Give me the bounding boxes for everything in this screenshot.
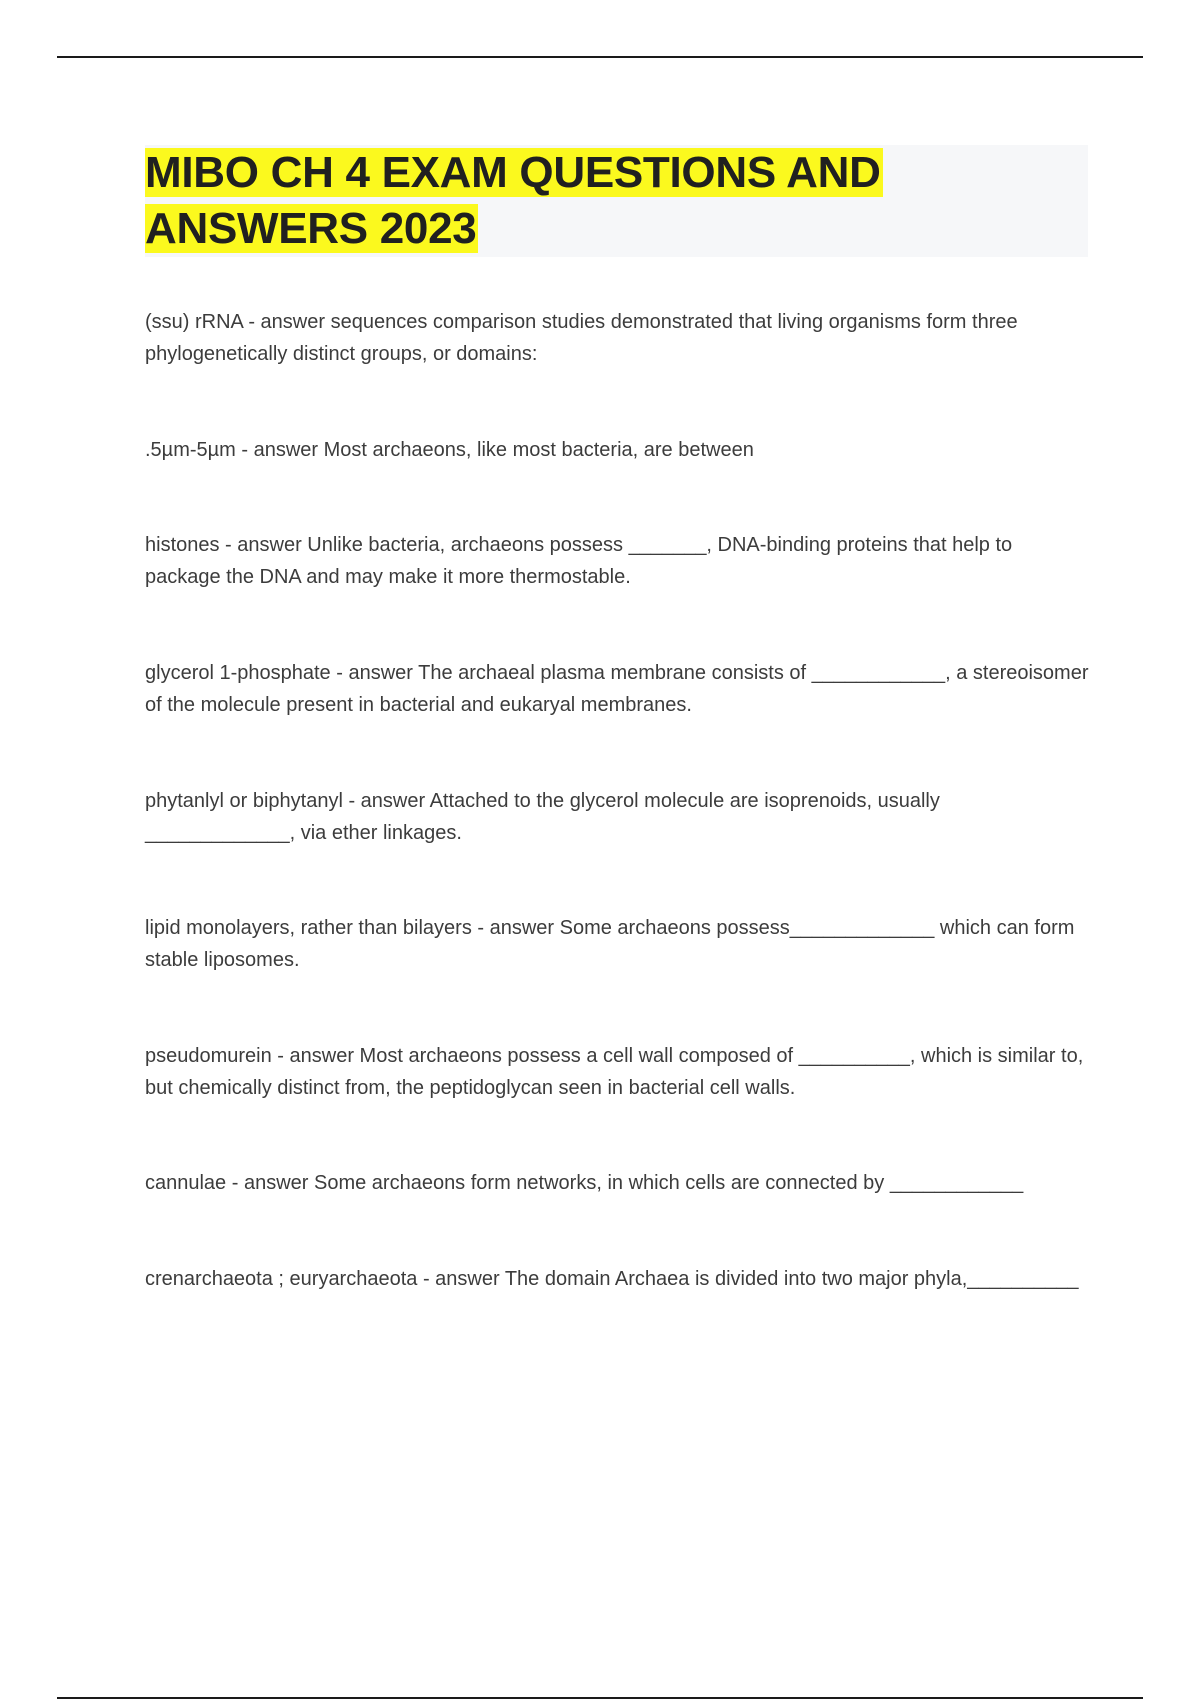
title-block <box>145 145 1088 257</box>
top-rule <box>57 56 1143 58</box>
document-title <box>145 145 1088 257</box>
qa-item-7: pseudomurein - answer Most archaeons possess a cell wall composed of __________, which is similar to, but chemically distinct from, the peptidoglycan seen in bacterial cell walls. <box>145 1045 1084 1099</box>
qa-item-4: glycerol 1-phosphate - answer The archaeal plasma membrane consists of ____________, a stereoisomer of the molecule present in bacterial and eukaryal membranes. <box>145 662 1089 716</box>
qa-item-1: (ssu) rRNA - answer sequences comparison studies demonstrated that living organisms form three phylogenetically distinct groups, or domains: <box>145 311 1018 365</box>
title-line-2: ANSWERS 2023 <box>145 204 477 253</box>
bottom-rule <box>57 1697 1143 1699</box>
qa-item-2: .5µm-5µm - answer Most archaeons, like most bacteria, are between <box>145 439 754 461</box>
qa-item-8: cannulae - answer Some archaeons form networks, in which cells are connected by ____________ <box>145 1172 1024 1194</box>
qa-item-9: crenarchaeota ; euryarchaeota - answer The domain Archaea is divided into two major phyla,__________ <box>145 1268 1079 1290</box>
qa-item-5: phytanlyl or biphytanyl - answer Attached to the glycerol molecule are isoprenoids, usually _____________, via ether linkages. <box>145 790 940 844</box>
qa-item-6: lipid monolayers, rather than bilayers - answer Some archaeons possess_____________ which can form stable liposomes. <box>145 917 1075 971</box>
title-line-1: MIBO CH 4 EXAM QUESTIONS AND <box>145 148 881 197</box>
qa-item-3: histones - answer Unlike bacteria, archaeons possess _______, DNA-binding proteins that help to package the DNA and may make it more thermostable. <box>145 534 1013 588</box>
